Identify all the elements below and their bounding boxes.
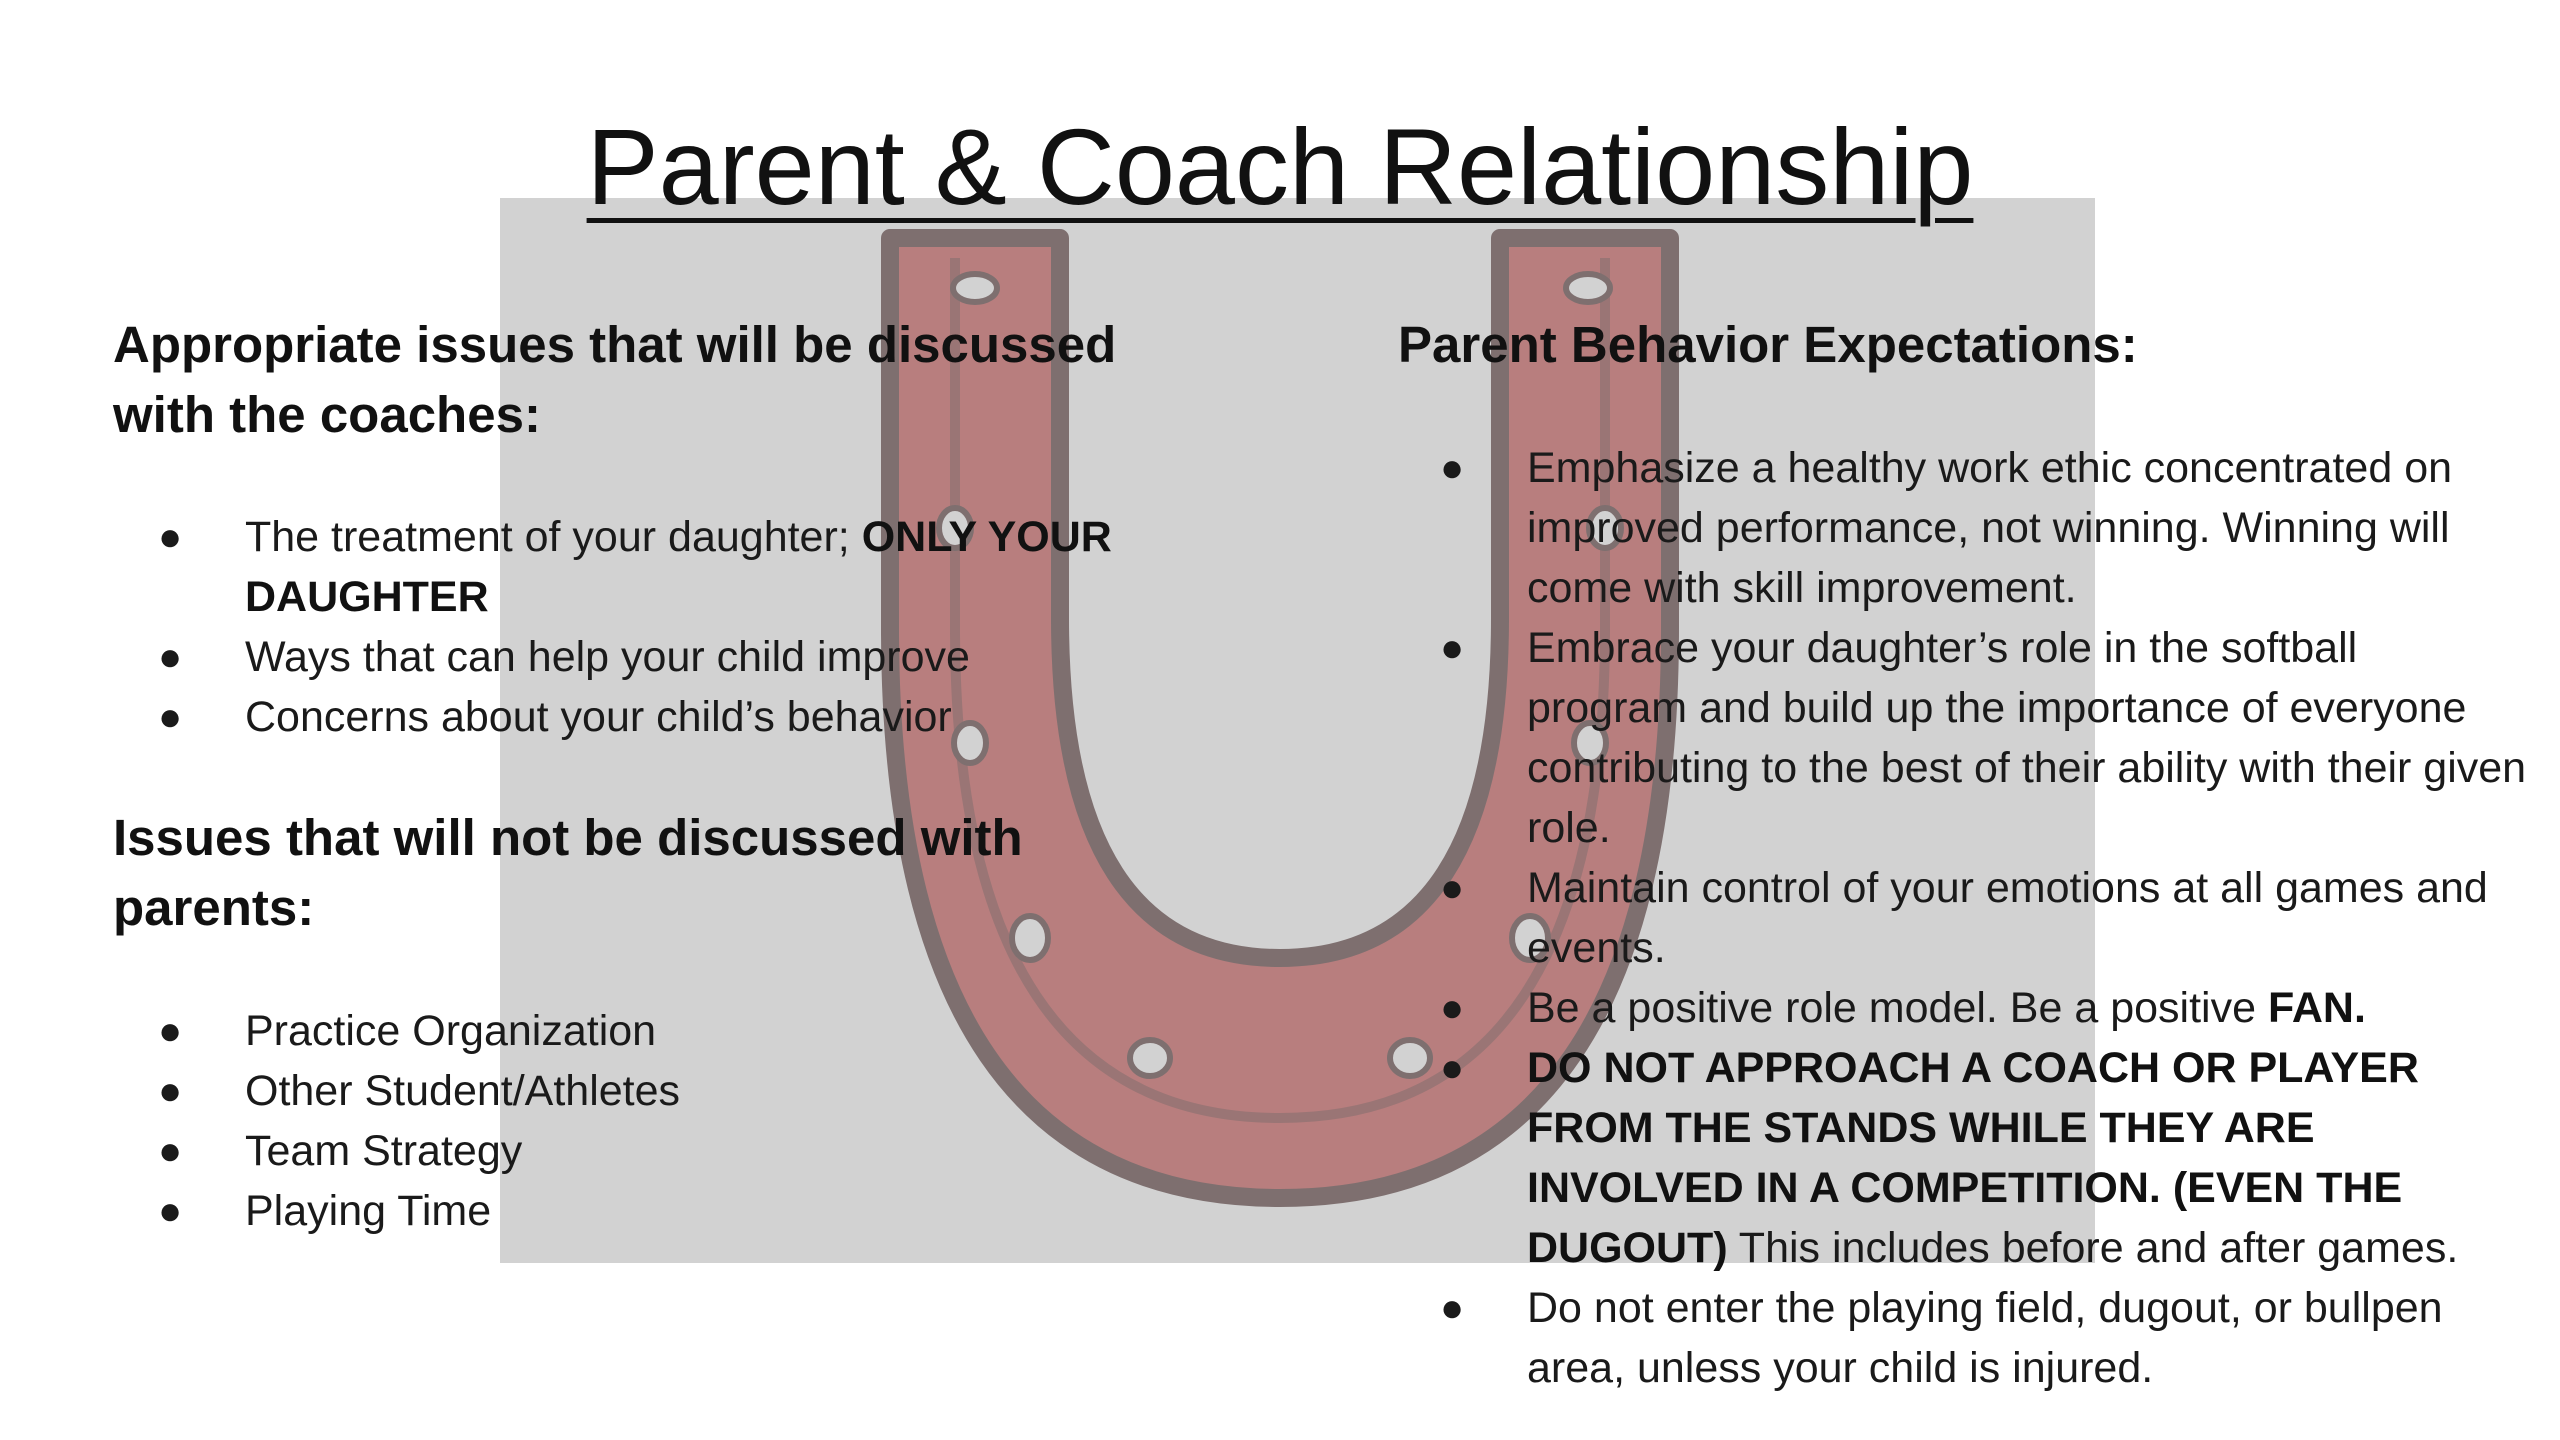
appropriate-issues-list [158, 507, 1205, 747]
list-item: ● The treatment of your daughter; ONLY YOUR DAUGHTER [245, 507, 1205, 627]
bullet-icon: ● [158, 1009, 183, 1053]
list-item: ● Practice Organization [245, 1001, 1205, 1061]
list-item: ● Other Student/Athletes [245, 1061, 1205, 1121]
bullet-icon: ● [1440, 1046, 1465, 1090]
list-item: ● DO NOT APPROACH A COACH OR PLAYER FROM THE STANDS WHILE THEY ARE INVOLVED IN A COMPETITION. (EVEN THE DUGOUT) This includes before and after games. [1527, 1038, 2527, 1278]
bullet-icon: ● [158, 695, 183, 739]
not-discussed-heading: Issues that will not be discussed with parents: [113, 809, 1023, 936]
list-item: ● Ways that can help your child improve [245, 627, 1205, 687]
list-item: ● Emphasize a healthy work ethic concentrated on improved performance, not winning. Winning will come with skill improvement. [1527, 438, 2527, 618]
bullet-icon: ● [158, 1129, 183, 1173]
list-item: ● Embrace your daughter’s role in the softball program and build up the importance of everyone contributing to the best of their ability with their given role. [1527, 618, 2527, 858]
bullet-icon: ● [158, 515, 183, 559]
parent-expectations-heading: Parent Behavior Expectations: [1398, 316, 2138, 373]
list-item: ● Playing Time [245, 1181, 1205, 1241]
bullet-icon: ● [158, 1189, 183, 1233]
parent-expectations-list [1440, 438, 2527, 1398]
list-item: ● Team Strategy [245, 1121, 1205, 1181]
list-item: ● Do not enter the playing field, dugout, or bullpen area, unless your child is injured. [1527, 1278, 2527, 1398]
bullet-icon: ● [158, 1069, 183, 1113]
bullet-icon: ● [1440, 626, 1465, 670]
page-title: Parent & Coach Relationship [586, 106, 1974, 227]
bullet-icon: ● [1440, 986, 1465, 1030]
bullet-icon: ● [158, 635, 183, 679]
list-item: ● Concerns about your child’s behavior [245, 687, 1205, 747]
list-item: ● Be a positive role model. Be a positive FAN. [1527, 978, 2527, 1038]
bullet-icon: ● [1440, 446, 1465, 490]
bullet-icon: ● [1440, 866, 1465, 910]
appropriate-issues-heading: Appropriate issues that will be discussed with the coaches: [113, 316, 1117, 443]
list-item: ● Maintain control of your emotions at all games and events. [1527, 858, 2527, 978]
bullet-icon: ● [1440, 1286, 1465, 1330]
not-discussed-list [158, 1001, 1205, 1241]
